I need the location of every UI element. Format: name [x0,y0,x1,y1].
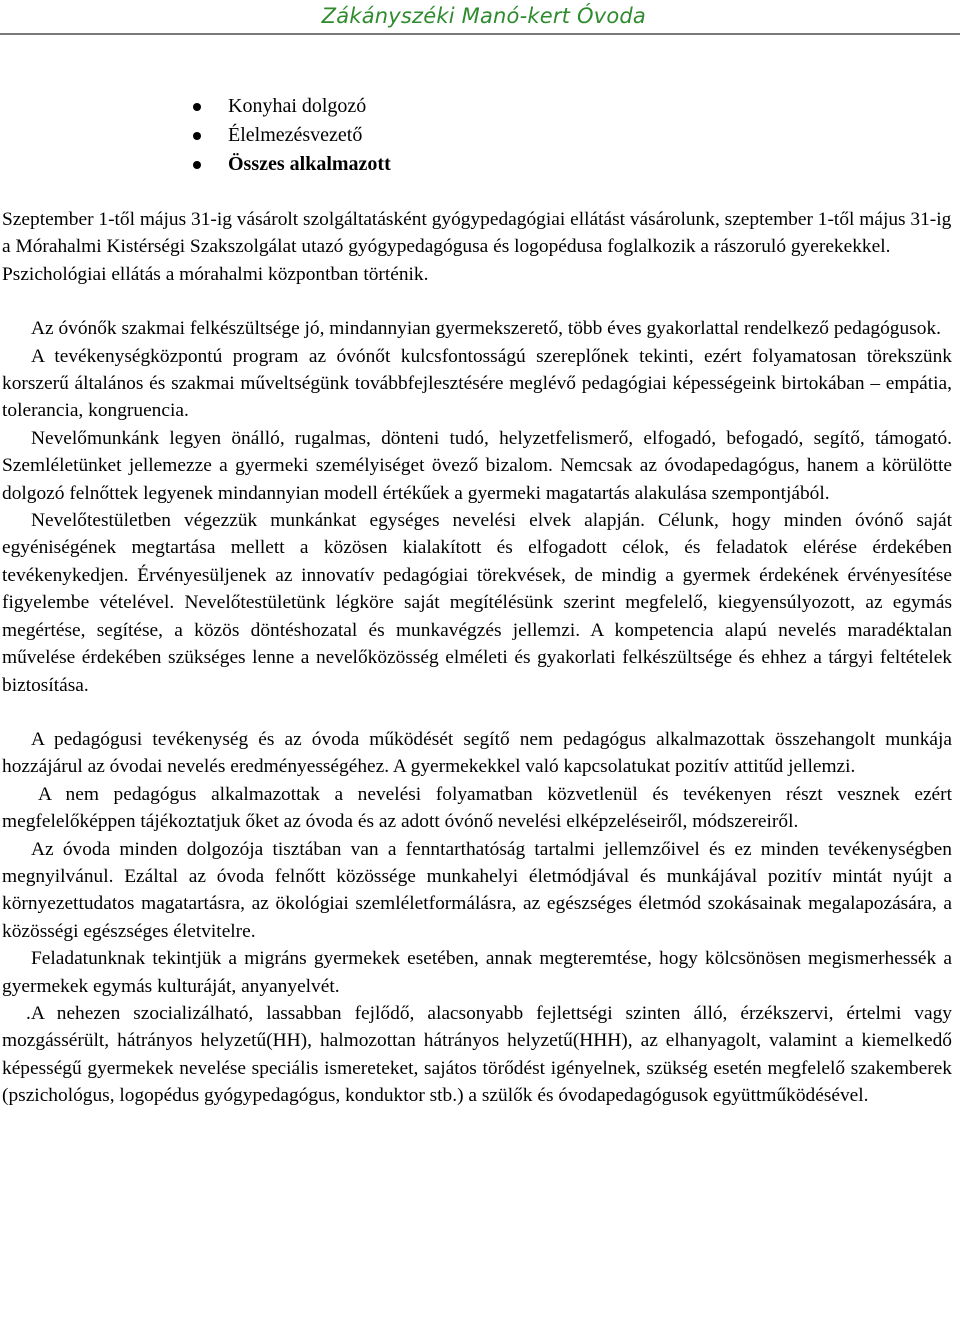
paragraph-migrant-children: Feladatunknak tekintjük a migráns gyermekek esetében, annak megteremtése, hogy kölcsönösen megismerhessék a gyermekek egymás kulturáját, anyanyelvét. [2,948,952,997]
paragraph-teachers: Az óvónők szakmai felkészültsége jó, mindannyian gyermekszerető, több éves gyakorlattal rendelkező pedagógusok. [31,318,941,340]
list-item [0,150,391,179]
list-item [0,121,391,150]
paragraph-special-needs: .A nehezen szocializálható, lassabban fejlődő, alacsonyabb fejlettségi szinten álló, érzékszervi, értelmi vagy mozgássérült, hátrányos helyzetű(HH), halmozottan hátrányos helyzetű(HHH), az elhanyagolt, valamint a kiemelkedő képességű gyermekek nevelése speciális ismereteket, sajátos törődést igényelnek, szükség esetén megfelelő szakemberek (pszichológus, logopédus gyógypedagógus, konduktor stb.) a szülők és óvodapedagógusok együttműködésével. [2,1002,952,1107]
header-title: Zákányszéki Manó-kert Óvoda [321,4,646,28]
paragraph-educational-work: Nevelőmunkánk legyen önálló, rugalmas, dönteni tudó, helyzetfelismerő, elfogadó, befogadó, segítő, támogató. Szemléletünket jellemezze a gyermeki személyiséget övező bizalom. Nemcsak az óvodapedagógus, hanem a körülötte dolgozó felnőttek legyenek mindannyian modell értékűek a gyermeki magatartás alakulása szempontjából. [2,427,952,504]
bullet-icon [193,103,201,111]
staff-list [0,92,391,179]
list-item [0,92,391,121]
paragraph-services: Szeptember 1-től május 31-ig vásárolt szolgáltatásként gyógypedagógiai ellátást vásárolunk, szeptember 1-től május 31-ig a Mórahalmi Kistérségi Szakszolgálat utazó gyógypedagógusa és logopédusa foglalkozik a rászoruló gyerekekkel. Pszichológiai ellátás a mórahalmi központban történik. [2,209,952,285]
bullet-icon [193,161,201,169]
paragraph-non-teaching-staff: A pedagógusi tevékenység és az óvoda működését segítő nem pedagógus alkalmazottak összehangolt munkája hozzájárul az óvodai nevelés eredményességéhez. A gyermekekkel való kapcsolatukat pozitív attitűd jellemzi. [2,728,952,778]
paragraph-non-teaching-role: A nem pedagógus alkalmazottak a nevelési folyamatban közvetlenül és tevékenyen részt vesznek ezért megfelelőképpen tájékoztatjuk őket az óvoda és az adott óvónő nevelési elképzeléseiről, módszereiről. [2,783,952,833]
list-item-label: Összes alkalmazott [228,153,391,175]
paragraph-sustainability: Az óvoda minden dolgozója tisztában van a fenntarthatóság tartalmi jellemzőivel és ez minden tevékenységben megnyilvánul. Ezáltal az óvoda felnőtt közössége munkahelyi életmódjával és munkájával pozitív mintát nyújt a környezettudatos magatartásra, az ökológiai szemléletformálásra, az egészséges életmód szokásainak megalapozására, a közösségi egészséges életvitelre. [2,838,952,942]
page-header [0,0,960,36]
list-item-label: Élelmezésvezető [228,124,363,146]
list-item-label: Konyhai dolgozó [228,95,367,117]
bullet-icon [193,132,201,140]
header-divider [0,33,960,35]
paragraph-program: A tevékenységközpontú program az óvónőt kulcsfontosságú szereplőnek tekinti, ezért folyamatosan törekszünk korszerű általános és szakmai műveltségünk továbbfejlesztésére meglévő pedagógiai képességeink birtokában – empátia, tolerancia, kongruencia. [2,345,952,422]
document-body [2,206,952,1110]
paragraph-staff-body: Nevelőtestületben végezzük munkánkat egységes nevelési elvek alapján. Célunk, hogy minden óvónő saját egyéniségének megtartása mellett a közösen kialakított és elfogadott célok, és feladatok elérése érdekében tevékenykedjen. Érvényesüljenek az innovatív pedagógiai törekvések, de mindig a gyermek érdekének érvényesítése figyelembe vételével. Nevelőtestületünk légköre saját megítélésünk szerint megfelelő, kiegyensúlyozott, az egymás megértése, segítése, a közös döntéshozatal és munkavégzés jellemzi. A kompetencia alapú nevelés maradéktalan művelése érdekében szükséges lenne a nevelőközösség elméleti és gyakorlati felkészültsége és ehhez a tárgyi feltételek biztosítása. [2,510,952,696]
